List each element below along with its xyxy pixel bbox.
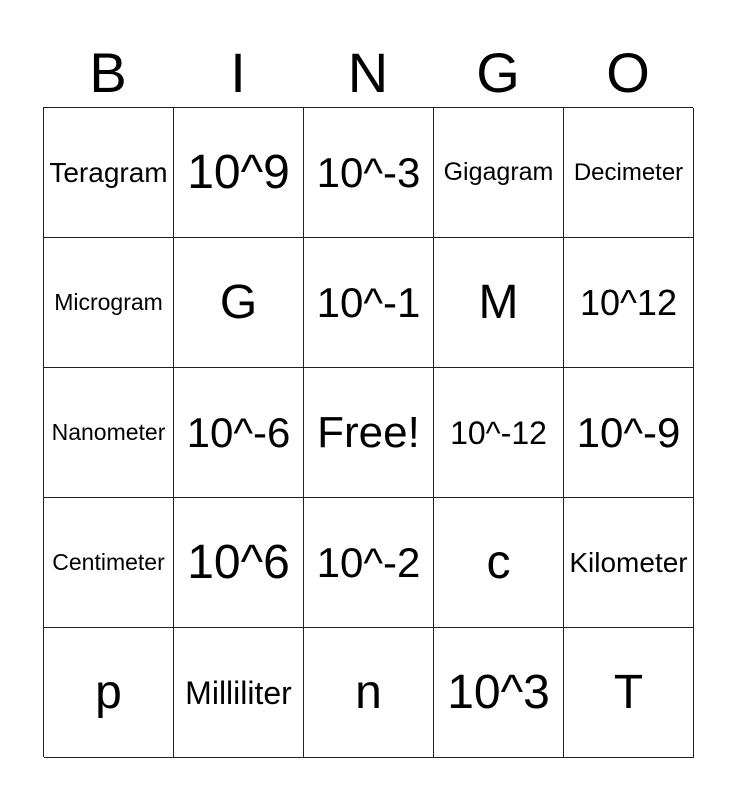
bingo-cell[interactable]: 10^-6 — [174, 368, 304, 498]
header-letter-o: O — [606, 41, 650, 104]
bingo-cell[interactable]: p — [44, 628, 174, 758]
bingo-cell[interactable]: 10^12 — [564, 238, 694, 368]
header-letter-n: N — [347, 41, 389, 104]
bingo-cell[interactable]: M — [434, 238, 564, 368]
bingo-cell[interactable]: Microgram — [44, 238, 174, 368]
bingo-cell[interactable]: 10^-2 — [304, 498, 434, 628]
bingo-cell[interactable]: 10^-12 — [434, 368, 564, 498]
header-letter-i: I — [230, 41, 246, 104]
bingo-header — [43, 42, 693, 104]
bingo-cell[interactable]: Milliliter — [174, 628, 304, 758]
bingo-cell[interactable]: Teragram — [44, 108, 174, 238]
free-space-cell[interactable]: Free! — [304, 368, 434, 498]
bingo-cell[interactable]: 10^-3 — [304, 108, 434, 238]
bingo-cell[interactable]: 10^6 — [174, 498, 304, 628]
bingo-board — [43, 107, 693, 757]
bingo-cell[interactable]: Gigagram — [434, 108, 564, 238]
bingo-cell[interactable]: 10^9 — [174, 108, 304, 238]
bingo-cell[interactable]: T — [564, 628, 694, 758]
bingo-cell[interactable]: c — [434, 498, 564, 628]
bingo-cell[interactable]: Centimeter — [44, 498, 174, 628]
bingo-cell[interactable]: 10^3 — [434, 628, 564, 758]
bingo-cell[interactable]: Nanometer — [44, 368, 174, 498]
bingo-cell[interactable]: 10^-1 — [304, 238, 434, 368]
header-letter-g: G — [476, 41, 520, 104]
bingo-cell[interactable]: Kilometer — [564, 498, 694, 628]
bingo-cell[interactable]: G — [174, 238, 304, 368]
header-letter-b: B — [89, 41, 127, 104]
bingo-cell[interactable]: n — [304, 628, 434, 758]
bingo-cell[interactable]: 10^-9 — [564, 368, 694, 498]
bingo-cell[interactable]: Decimeter — [564, 108, 694, 238]
